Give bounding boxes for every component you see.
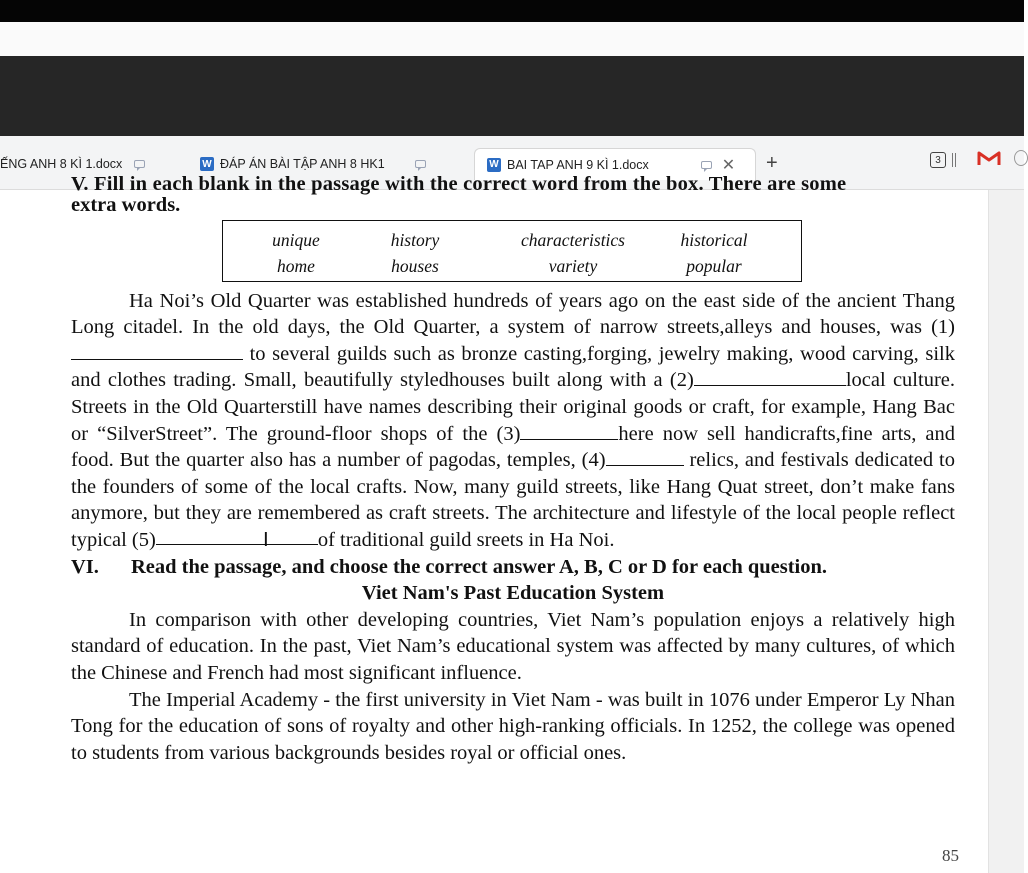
tab-label: BAI TAP ANH 9 KÌ 1.docx [507,157,649,172]
word-box-item: houses [391,256,439,276]
window-titlebar [0,56,1024,136]
section-vi-number: VI. [71,555,99,578]
word-box-item: popular [686,256,742,276]
scrollbar-track[interactable] [988,190,1024,873]
tab-label: ẾNG ANH 8 KÌ 1.docx [0,157,123,171]
section-v-extra-words: extra words. [71,194,181,216]
word-box-item: characteristics [520,230,625,250]
passage-paragraph-1: In comparison with other developing countries, Viet Nam’s population enjoys a relatively high standard of education. In the past, Viet Nam’s educational system was affected by many cultures, of which the Chinese and French had most significant influence. [71,608,955,684]
tab-count-badge[interactable]: 3 [930,152,946,168]
comment-icon[interactable] [415,160,426,168]
section-vi-heading [71,554,955,581]
gmail-icon[interactable] [978,150,1000,166]
passage-title: Viet Nam's Past Education System [361,582,665,605]
tab-label: ĐÁP ÁN BÀI TẬP ANH 8 HK1 [220,157,385,171]
word-doc-icon: W [200,157,214,171]
top-black-bar [0,0,1024,22]
passage-text: local culture. Streets in the Old Quarterstill have names describing their original goods or craft, for example, Hang Bac or “SilverStreet”. The ground-floor shops of the (3) [71,369,955,445]
comment-icon[interactable] [134,160,145,168]
word-box-item: history [390,230,440,250]
passage-text: here now sell handicrafts,fine arts, and food. But the quarter also has a number of pagodas, temples, (4) [71,422,956,472]
close-icon[interactable]: ✕ [721,156,736,174]
word-doc-icon: W [487,158,501,172]
blank-3[interactable] [520,422,618,440]
blank-5[interactable] [156,527,318,551]
passage-paragraph-2: The Imperial Academy - the first university in Viet Nam - was built in 1076 under Emperor Ly Nhan Tong for the education of sons of royalty and other high-ranking officials. In 1252, the college was opened to students from various backgrounds besides royal or official ones. [71,688,955,764]
word-box-item: variety [548,256,598,276]
tab-list-icon[interactable] [952,153,956,167]
document-page [71,173,956,766]
document-view [0,173,1024,873]
passage-text: to several guilds such as bronze casting,forging, jewelry making, wood carving, silk and clothes trading. Small, beautifully styledhouses built along with a (2) [71,342,955,392]
blank-2[interactable] [694,368,846,386]
browser-icon[interactable] [1014,150,1028,166]
section-v-heading: V. Fill in each blank in the passage with the correct word from the box. There are some [71,173,847,195]
word-box-item: historical [680,230,748,250]
new-tab-plus-icon[interactable]: + [766,152,778,174]
word-box-item: home [277,256,315,276]
word-box [222,220,802,282]
section-vi-instruction: Read the passage, and choose the correct answer A, B, C or D for each question. [131,555,828,578]
word-box-item: unique [272,230,320,250]
page-number: 85 [942,846,959,865]
passage-text: Ha Noi’s Old Quarter was established hundreds of years ago on the east side of the ancient Thang Long citadel. In the old days, the Old Quarter, a system of narrow streets,alleys and houses, was (1) [71,289,955,339]
blank-1[interactable] [71,342,243,360]
top-white-bar [0,22,1024,56]
blank-4[interactable] [606,448,684,466]
passage-text: relics, and festivals dedicated to the founders of some of the local crafts. Now, many guild streets, like Hang Quat street, don’t make fans anymore, but they are remembered as craft streets. The architecture and lifestyle of the local people reflect typical (5) [71,449,956,551]
passage-text: of traditional guild sreets in Ha Noi. [317,528,615,551]
comment-icon[interactable] [701,161,712,169]
text-cursor: I [262,527,269,551]
passage-old-quarter [71,288,955,554]
